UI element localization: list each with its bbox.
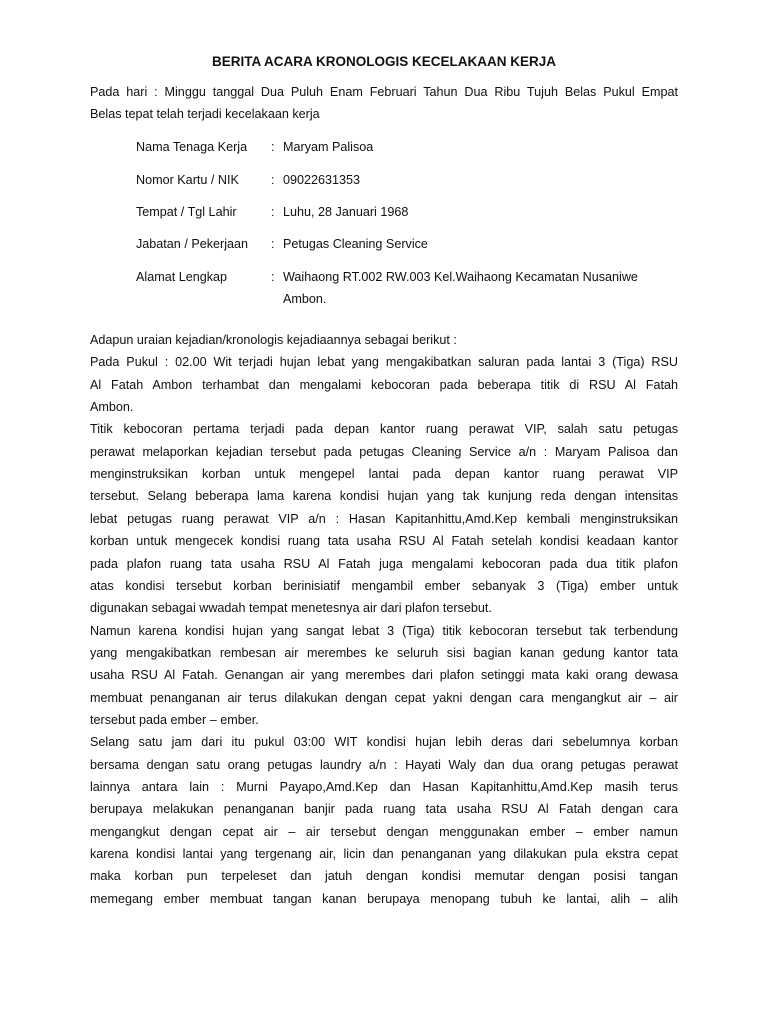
field-colon: : [271,205,275,219]
body-line: digunakan sebagai wwadah tempat menetesnya air dari plafon tersebut. [90,601,492,616]
body-line: Ambon. [90,400,134,415]
body-line: berupaya melakukan penanganan banjir pada ruang tata usaha RSU Al Fatah dengan cara [90,802,678,817]
field-label: Tempat / Tgl Lahir [136,205,237,219]
body-line: lebat petugas ruang perawat VIP a/n : Hasan Kapitanhittu,Amd.Kep kembali menginstruksikan [90,511,678,526]
body-line: tersebut pada ember – ember. [90,712,259,727]
body-line: menginstruksikan korban untuk mengepel lantai pada depan kantor ruang perawat VIP [90,467,678,482]
body-line: Namun karena kondisi hujan yang sangat lebat 3 (Tiga) titik kebocoran tersebut tak terbendung [90,623,678,638]
body-line: usaha RSU Al Fatah. Genangan air yang merembes dari plafon setinggi mata kaki orang dewasa [90,668,678,683]
body-line: atas kondisi tersebut korban berinisiatif mengambil ember sebanyak 3 (Tiga) ember untuk [90,578,678,593]
field-colon: : [271,173,275,187]
body-line: maka korban pun terpeleset dan jatuh dengan kondisi memutar dengan posisi tangan [90,869,678,884]
field-colon: : [271,140,275,154]
field-label: Jabatan / Pekerjaan [136,237,249,251]
body-line: memegang ember membuat tangan kanan berupaya menopang tubuh ke lantai, alih – alih [90,891,678,906]
field-value: 09022631353 [283,173,361,187]
body-line: membuat penanganan air terus dilakukan dengan cepat yakni dengan cara mengangkut air – air [90,690,678,705]
field-value: Waihaong RT.002 RW.003 Kel.Waihaong Kecamatan Nusaniwe [283,270,638,284]
body-line: Titik kebocoran pertama terjadi pada depan kantor ruang perawat VIP, salah satu petugas [90,422,678,437]
body-line: lainnya antara lain : Murni Payapo,Amd.Kep dan Hasan Kapitanhittu,Amd.Kep masih terus [90,780,678,794]
body-line: karena kondisi lantai yang tergenang air, licin dan penanganan yang dilakukan pula ekstra cepat [90,847,678,862]
body-line: pada plafon ruang tata usaha RSU Al Fatah juga mengalami kebocoran pada dua titik plafon [90,556,678,571]
field-value: Maryam Palisoa [283,140,374,154]
field-value: Luhu, 28 Januari 1968 [283,205,409,219]
body-line: tersebut. Selang beberapa lama karena kondisi hujan yang tak kunjung reda dengan intensitas [90,489,678,504]
body-line: Selang satu jam dari itu pukul 03:00 WIT kondisi hujan lebih deras dari sebelumnya korban [90,735,678,750]
field-colon: : [271,270,275,284]
field-value-continued: Ambon. [283,292,327,306]
intro-line: Pada hari : Minggu tanggal Dua Puluh Enam Februari Tahun Dua Ribu Tujuh Belas Pukul Empat [90,85,678,99]
field-label: Alamat Lengkap [136,270,228,284]
body-line: korban untuk mengecek kondisi ruang tata usaha RSU Al Fatah setelah kondisi keadaan kantor [90,534,678,549]
field-colon: : [271,237,275,251]
intro-line: Belas tepat telah terjadi kecelakaan kerja [90,107,320,121]
body-line: Adapun uraian kejadian/kronologis kejadiaannya sebagai berikut : [90,333,457,347]
body-line: mengangkut dengan cepat air – air tersebut dengan menggunakan ember – ember namun [90,824,678,839]
field-value: Petugas Cleaning Service [283,237,428,251]
document-title: BERITA ACARA KRONOLOGIS KECELAKAAN KERJA [211,54,556,69]
body-line: Al Fatah Ambon terhambat dan mengalami kebocoran pada beberapa titik di RSU Al Fatah [90,377,678,392]
field-label: Nama Tenaga Kerja [136,140,248,154]
body-line: yang mengakibatkan rembesan air merembes ke seluruh sisi bagian kanan gedung kantor tata [90,645,678,660]
body-line: Pada Pukul : 02.00 Wit terjadi hujan lebat yang mengakibatkan saluran pada lantai 3 (Tiga) RSU [90,355,678,370]
body-line: bersama dengan satu orang petugas laundry a/n : Hayati Waly dan dua orang petugas perawat [90,757,678,772]
field-label: Nomor Kartu / NIK [136,173,239,187]
body-line: perawat melaporkan kejadian tersebut pada petugas Cleaning Service a/n : Maryam Palisoa dan [90,444,678,459]
